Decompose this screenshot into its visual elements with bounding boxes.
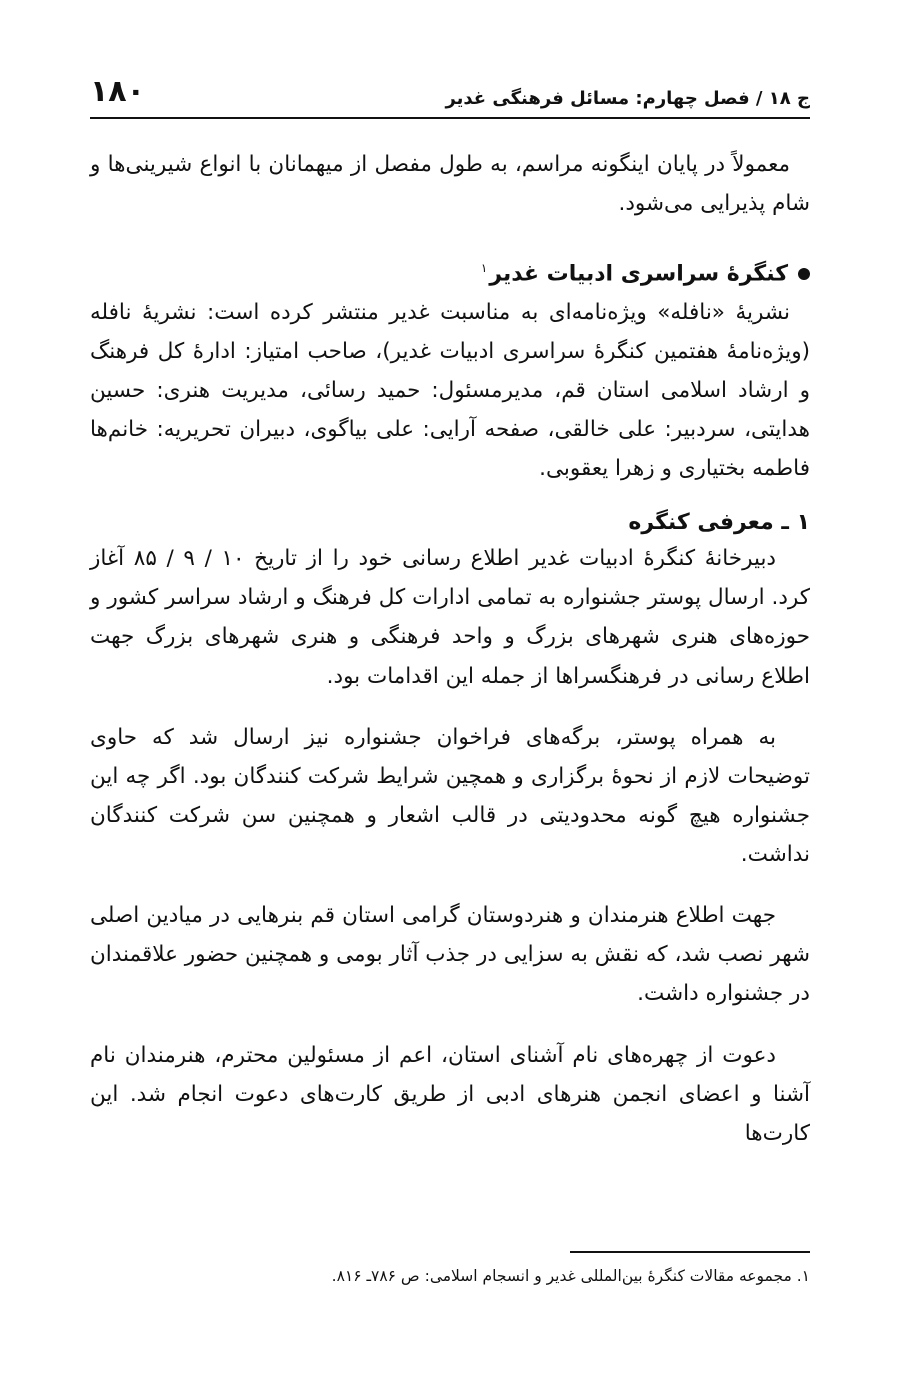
header-rule — [90, 117, 810, 119]
section-heading — [90, 261, 810, 286]
footnote-marker: ۱ — [480, 261, 488, 276]
body-paragraph-1: دبیرخانۀ کنگرۀ ادبیات غدیر اطلاع رسانی خود را از تاریخ ۱۰ / ۹ / ۸۵ آغاز کرد. ارسال پوستر جشنواره به تمامی ادارات کل فرهنگ و ارشاد سراسر کشور و حوزه‌های هنری شهرهای بزرگ و واحد فرهنگی و هنری شهرهای بزرگ جهت اطلاع رسانی در فرهنگسراها از جمله این اقدامات بود. — [90, 546, 810, 689]
body-paragraph-4: دعوت از چهره‌های نام آشنای استان، اعم از مسئولین محترم، هنرمندان نام آشنا و اعضای انجمن هنرهای ادبی از طریق کارت‌های دعوت انجام شد. این کارت‌ها — [90, 1042, 810, 1146]
body-paragraph-2: به همراه پوستر، برگه‌های فراخوان جشنواره نیز ارسال شد که حاوی توضیحات لازم از نحوۀ برگزاری و همچین شرایط شرکت کنندگان بود. اگر چه این جشنواره هیچ گونه محدودیتی در قالب اشعار و همچنین سن شرکت کنندگان نداشت. — [90, 724, 810, 868]
footnote: ۱. مجموعه مقالات کنگرۀ بین‌المللی غدیر و انسجام اسلامی: ص ۷۸۶ـ ۸۱۶. — [331, 1267, 810, 1285]
running-title: ج ۱۸ / فصل چهارم: مسائل فرهنگی غدیر — [445, 88, 810, 109]
page-number: ۱۸۰ — [90, 74, 145, 109]
page-header — [90, 55, 810, 117]
bullet-icon — [798, 268, 810, 280]
book-page — [90, 55, 810, 1345]
section-paragraph: نشریۀ «نافله» ویژه‌نامه‌ای به مناسبت غدیر منتشر کرده است: نشریۀ نافله (ویژه‌نامۀ هفتمین کنگرۀ سراسری ادبیات غدیر)، صاحب امتیاز: ادارۀ کل فرهنگ و ارشاد اسلامی استان قم، مدیرمسئول: حمید رسائی، مدیریت هنری: حسین هدایتی، سردبیر: علی خالقی، صفحه آرایی: علی بیاگوی، دبیران تحریریه: خانم‌ها فاطمه بختیاری و زهرا یعقوبی. — [90, 299, 810, 482]
body-paragraph-3: جهت اطلاع هنرمندان و هنردوستان گرامی استان قم بنرهایی در میادین اصلی شهر نصب شد، که نقش به سزایی در جذب آثار بومی و همچنین حضور علاقمندان در جشنواره داشت. — [90, 903, 810, 1007]
section-title: کنگرۀ سراسری ادبیات غدیر$^۱$ — [480, 261, 788, 287]
subsection-heading: ۱ ـ معرفی کنگره — [628, 510, 810, 536]
page-body — [90, 145, 810, 1175]
intro-paragraph: معمولاً در پایان اینگونه مراسم، به طول مفصل از میهمانان با انواع شیرینی‌ها و شام پذیرایی می‌شود. — [90, 152, 810, 217]
footnote-rule — [570, 1251, 810, 1253]
